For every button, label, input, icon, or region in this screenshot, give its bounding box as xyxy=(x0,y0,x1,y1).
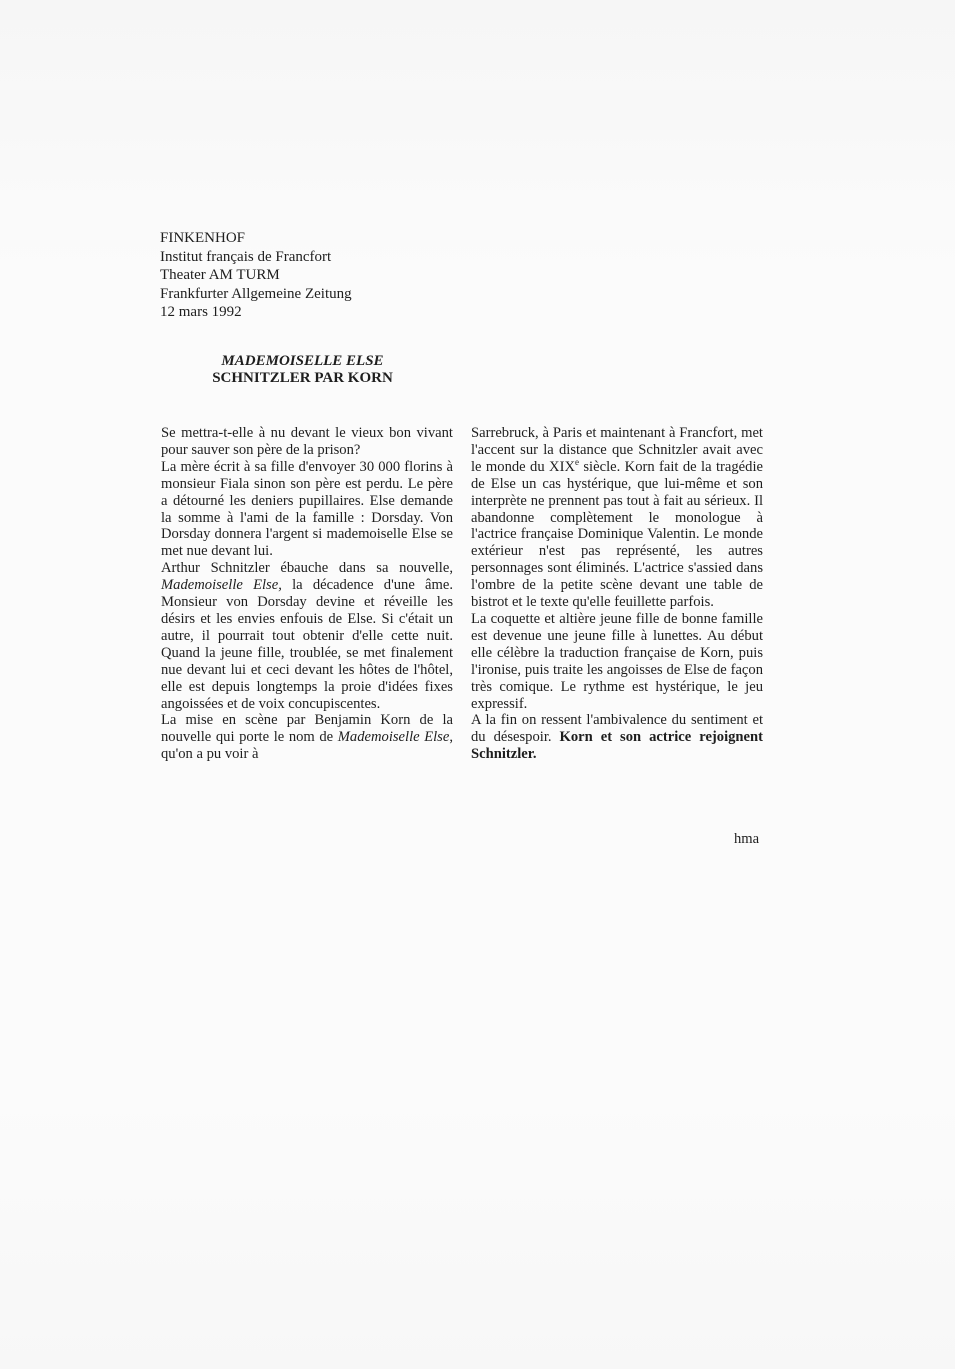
italic-title: Mademoiselle Else xyxy=(337,729,450,746)
header-line-theater: Theater AM TURM xyxy=(160,267,280,284)
article-title xyxy=(130,353,475,387)
bold-conclusion: Korn et son actrice rejoignent Schnitzler. xyxy=(471,729,763,763)
paragraph xyxy=(471,712,763,763)
text-run: , qu'on a pu voir à xyxy=(161,729,453,763)
author-signature: hma xyxy=(734,831,760,847)
text-run: Arthur Schnitzler ébauche dans sa nouvelle, xyxy=(161,560,453,577)
paragraph xyxy=(471,425,763,611)
paragraph xyxy=(161,560,453,712)
source-header xyxy=(160,229,352,322)
paragraph xyxy=(161,712,453,763)
text-run: la décadence d'une âme. Monsieur von Dorsday devine et réveille les désirs et les envies enfouis de Else. Si c'était un autre, il pourrait tout obtenir d'elle cette nuit. Quand la jeune fille, troublée, se met finalement nue devant lui et ceci devant les hôtes de l'hôtel, elle est depuis longtemps la proie d'idées fixes angoissées et de voix concupiscentes. xyxy=(161,577,453,712)
text-run: Sarrebruck, à Paris et maintenant à Francfort, met l'accent sur la distance que Schnitzler avait avec le monde du XIX xyxy=(471,425,763,475)
paragraph: La coquette et altière jeune fille de bonne famille est devenue une jeune fille à lunettes. Au début elle célèbre la traduction française de Korn, puis l'ironise, puis traite les angoisses de Else de façon très comique. Le rythme est hystérique, le jeu expressif. xyxy=(471,610,763,712)
text-run: siècle. Korn fait de la tragédie de Else un cas hystérique, que lui-même et son interprète ne prennent pas tout à fait au sérieux. Il abandonne complètement le monologue à l'actrice française Dominique Valentin. Le monde extérieur n'est pas représenté, les autres personnages sont éliminés. L'actrice s'assied dans l'ombre de la petite scène devant une table de bistrot et le texte qu'elle feuillette parfois. xyxy=(471,458,763,611)
header-line-newspaper: Frankfurter Allgemeine Zeitung xyxy=(160,285,352,302)
paragraph: Se mettra-t-elle à nu devant le vieux bon vivant pour sauver son père de la prison? xyxy=(161,425,453,458)
header-line-finkenhof: FINKENHOF xyxy=(160,230,246,246)
title-line-2: SCHNITZLER PAR KORN xyxy=(212,370,393,386)
right-column xyxy=(471,425,763,763)
paragraph: La mère écrit à sa fille d'envoyer 30 000 florins à monsieur Fiala sinon son père est perdu. Le père a détourné les deniers pupillaires. Else demande la somme à l'ami de la famille : Dorsday. Von Dorsday donnera l'argent si mademoiselle Else se met nue devant lui. xyxy=(161,458,453,560)
title-line-1: MADEMOISELLE ELSE xyxy=(221,353,384,369)
superscript: e xyxy=(574,456,579,467)
italic-title: Mademoiselle Else, xyxy=(161,577,282,594)
text-run: La mise en scène par Benjamin Korn de la nouvelle qui porte le nom de xyxy=(161,712,453,746)
left-column xyxy=(161,425,453,763)
text-run: A la fin on ressent l'ambivalence du sentiment et du désespoir. xyxy=(471,712,763,746)
header-line-date: 12 mars 1992 xyxy=(160,304,242,321)
header-line-institut: Institut français de Francfort xyxy=(160,248,332,265)
